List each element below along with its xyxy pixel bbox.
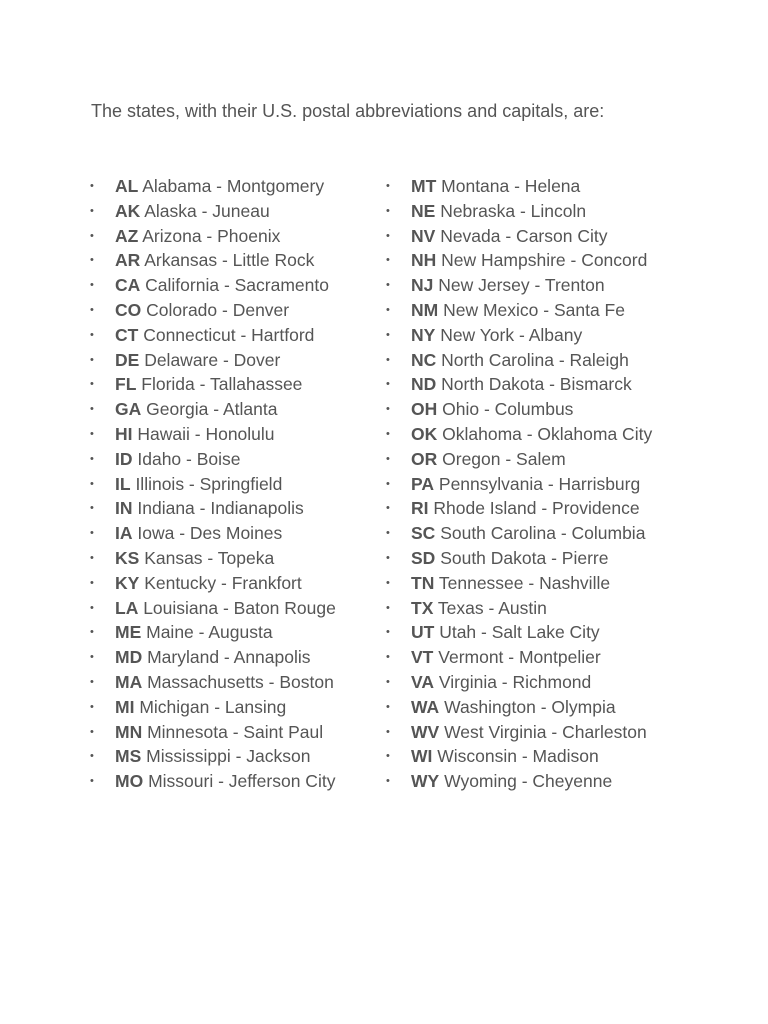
state-list-item: [90, 273, 336, 298]
state-abbreviation: MS: [115, 746, 142, 767]
state-list-item: [386, 744, 652, 769]
state-abbreviation: CT: [115, 324, 139, 345]
state-list-item: [386, 720, 652, 745]
bullet-icon: •: [90, 626, 94, 639]
state-list-item: [90, 372, 336, 397]
state-abbreviation: CA: [115, 275, 141, 296]
state-list-item: [386, 174, 652, 199]
state-abbreviation: WY: [411, 771, 440, 792]
state-abbreviation: OK: [411, 423, 438, 444]
state-name-capital: Michigan - Lansing: [139, 696, 287, 717]
state-abbreviation: NE: [411, 200, 436, 221]
state-name-capital: Oregon - Salem: [442, 448, 566, 469]
bullet-icon: •: [90, 303, 94, 316]
state-name-capital: Wisconsin - Madison: [437, 746, 599, 767]
state-abbreviation: PA: [411, 473, 435, 494]
state-list-item: [386, 248, 652, 273]
bullet-icon: •: [90, 775, 94, 788]
state-name-capital: Nevada - Carson City: [440, 225, 608, 246]
state-list-item: [386, 273, 652, 298]
state-name-capital: Louisiana - Baton Rouge: [143, 597, 336, 618]
bullet-icon: •: [386, 651, 390, 664]
state-abbreviation: KS: [115, 547, 140, 568]
state-name-capital: Massachusetts - Boston: [147, 671, 334, 692]
bullet-icon: •: [386, 353, 390, 366]
bullet-icon: •: [386, 725, 390, 738]
bullet-icon: •: [90, 328, 94, 341]
state-list-item: [386, 447, 652, 472]
state-list-item: [386, 298, 652, 323]
state-name-capital: Colorado - Denver: [146, 299, 290, 320]
state-name-capital: Ohio - Columbus: [442, 399, 574, 420]
bullet-icon: •: [90, 725, 94, 738]
state-list-item: [90, 769, 336, 794]
bullet-icon: •: [386, 452, 390, 465]
bullet-icon: •: [386, 180, 390, 192]
state-name-capital: Mississippi - Jackson: [146, 746, 311, 767]
state-abbreviation: NV: [411, 225, 436, 246]
bullet-icon: •: [90, 427, 94, 440]
state-list-item: [386, 620, 652, 645]
state-name-capital: Tennessee - Nashville: [438, 572, 611, 593]
state-list-item: [90, 596, 336, 621]
state-list-item: [90, 620, 336, 645]
state-name-capital: Virginia - Richmond: [438, 671, 592, 692]
state-name-capital: California - Sacramento: [145, 275, 329, 296]
state-list-item: [90, 298, 336, 323]
state-abbreviation: ME: [115, 622, 142, 643]
state-name-capital: Arizona - Phoenix: [142, 225, 281, 246]
state-abbreviation: SC: [411, 523, 436, 544]
state-list-item: [386, 199, 652, 224]
state-abbreviation: WI: [411, 746, 433, 767]
state-list-item: [386, 348, 652, 373]
state-name-capital: Minnesota - Saint Paul: [147, 721, 324, 742]
state-list-item: [386, 224, 652, 249]
state-name-capital: Alaska - Juneau: [144, 200, 270, 221]
state-abbreviation: KY: [115, 572, 140, 593]
state-abbreviation: MI: [115, 696, 135, 717]
bullet-icon: •: [386, 427, 390, 440]
bullet-icon: •: [386, 750, 390, 763]
bullet-icon: •: [386, 576, 390, 589]
state-name-capital: South Carolina - Columbia: [440, 523, 646, 544]
state-list-item: [386, 472, 652, 497]
bullet-icon: •: [386, 229, 390, 242]
state-name-capital: Maine - Augusta: [146, 622, 273, 643]
state-list-item: [386, 521, 652, 546]
state-list-item: [90, 422, 336, 447]
state-abbreviation: MT: [411, 176, 437, 196]
bullet-icon: •: [90, 700, 94, 713]
bullet-icon: •: [90, 229, 94, 242]
bullet-icon: •: [386, 279, 390, 292]
bullet-icon: •: [90, 254, 94, 267]
bullet-icon: •: [386, 502, 390, 515]
bullet-icon: •: [90, 576, 94, 589]
state-name-capital: North Carolina - Raleigh: [441, 349, 629, 370]
bullet-icon: •: [386, 626, 390, 639]
state-abbreviation: OR: [411, 448, 438, 469]
bullet-icon: •: [90, 180, 94, 192]
state-name-capital: Texas - Austin: [437, 597, 547, 618]
state-name-capital: Kansas - Topeka: [144, 547, 275, 568]
state-abbreviation: AZ: [115, 225, 139, 246]
states-list-right: [386, 174, 652, 794]
bullet-icon: •: [90, 675, 94, 688]
state-abbreviation: NY: [411, 324, 436, 345]
bullet-icon: •: [386, 551, 390, 564]
state-name-capital: Illinois - Springfield: [135, 473, 283, 494]
state-list-item: [90, 496, 336, 521]
state-name-capital: New Hampshire - Concord: [441, 250, 648, 271]
state-name-capital: New Mexico - Santa Fe: [443, 299, 625, 320]
state-list-item: [90, 248, 336, 273]
state-name-capital: Washington - Olympia: [444, 696, 616, 717]
state-name-capital: Idaho - Boise: [137, 448, 241, 469]
state-abbreviation: MO: [115, 771, 144, 792]
state-name-capital: Delaware - Dover: [144, 349, 281, 370]
state-list-item: [90, 397, 336, 422]
state-list-item: [90, 744, 336, 769]
bullet-icon: •: [386, 601, 390, 614]
bullet-icon: •: [386, 403, 390, 416]
state-abbreviation: NH: [411, 250, 437, 271]
state-list-item: [90, 323, 336, 348]
state-abbreviation: FL: [115, 374, 137, 395]
state-list-item: [90, 521, 336, 546]
state-name-capital: Wyoming - Cheyenne: [444, 771, 613, 792]
state-name-capital: South Dakota - Pierre: [440, 547, 609, 568]
bullet-icon: •: [386, 700, 390, 713]
states-list-left: [90, 174, 336, 794]
state-name-capital: Indiana - Indianapolis: [137, 498, 304, 519]
state-name-capital: Missouri - Jefferson City: [148, 771, 336, 792]
state-abbreviation: IL: [115, 473, 131, 494]
intro-paragraph: The states, with their U.S. postal abbreviations and capitals, are:: [91, 101, 605, 121]
state-list-item: [90, 645, 336, 670]
state-list-item: [386, 496, 652, 521]
state-name-capital: Montana - Helena: [441, 176, 581, 196]
state-abbreviation: MN: [115, 721, 143, 742]
state-name-capital: Iowa - Des Moines: [137, 523, 283, 544]
state-list-item: [386, 323, 652, 348]
state-name-capital: New Jersey - Trenton: [438, 275, 605, 296]
state-list-item: [386, 397, 652, 422]
state-list-item: [90, 670, 336, 695]
state-name-capital: Hawaii - Honolulu: [137, 423, 275, 444]
bullet-icon: •: [90, 452, 94, 465]
state-list-item: [90, 224, 336, 249]
state-abbreviation: AK: [115, 200, 141, 221]
bullet-icon: •: [90, 601, 94, 614]
state-abbreviation: NJ: [411, 275, 434, 296]
state-name-capital: Georgia - Atlanta: [146, 399, 278, 420]
state-list-item: [386, 571, 652, 596]
state-name-capital: New York - Albany: [440, 324, 583, 345]
state-abbreviation: NC: [411, 349, 437, 370]
bullet-icon: •: [386, 675, 390, 688]
bullet-icon: •: [90, 378, 94, 391]
state-abbreviation: IN: [115, 498, 133, 519]
state-name-capital: Arkansas - Little Rock: [144, 250, 315, 271]
state-name-capital: Pennsylvania - Harrisburg: [438, 473, 641, 494]
state-abbreviation: IA: [115, 523, 133, 544]
state-list-item: [386, 372, 652, 397]
bullet-icon: •: [386, 204, 390, 217]
bullet-icon: •: [386, 254, 390, 267]
state-abbreviation: VT: [411, 647, 434, 668]
state-abbreviation: TX: [411, 597, 434, 618]
state-name-capital: Rhode Island - Providence: [433, 498, 640, 519]
state-abbreviation: MD: [115, 647, 143, 668]
state-name-capital: Connecticut - Hartford: [143, 324, 315, 345]
bullet-icon: •: [386, 378, 390, 391]
state-abbreviation: NM: [411, 299, 439, 320]
state-name-capital: Vermont - Montpelier: [438, 647, 601, 668]
state-list-item: [386, 670, 652, 695]
state-name-capital: Utah - Salt Lake City: [439, 622, 600, 643]
state-abbreviation: SD: [411, 547, 436, 568]
state-name-capital: North Dakota - Bismarck: [441, 374, 632, 395]
state-abbreviation: HI: [115, 423, 133, 444]
state-name-capital: Maryland - Annapolis: [147, 647, 311, 668]
state-abbreviation: MA: [115, 671, 143, 692]
state-list-item: [90, 348, 336, 373]
state-list-item: [386, 546, 652, 571]
state-abbreviation: LA: [115, 597, 139, 618]
state-list-item: [90, 546, 336, 571]
bullet-icon: •: [90, 353, 94, 366]
state-name-capital: Nebraska - Lincoln: [440, 200, 587, 221]
state-abbreviation: GA: [115, 399, 142, 420]
state-list-item: [386, 695, 652, 720]
state-list-item: [90, 199, 336, 224]
bullet-icon: •: [90, 502, 94, 515]
bullet-icon: •: [90, 204, 94, 217]
state-name-capital: Florida - Tallahassee: [141, 374, 303, 395]
state-abbreviation: DE: [115, 349, 140, 370]
bullet-icon: •: [90, 527, 94, 540]
bullet-icon: •: [90, 551, 94, 564]
state-abbreviation: RI: [411, 498, 429, 519]
state-list-item: [90, 174, 336, 199]
state-abbreviation: TN: [411, 572, 435, 593]
state-name-capital: Alabama - Montgomery: [142, 176, 325, 196]
state-abbreviation: UT: [411, 622, 435, 643]
state-list-item: [90, 571, 336, 596]
state-abbreviation: ID: [115, 448, 133, 469]
state-abbreviation: ND: [411, 374, 437, 395]
state-list-item: [90, 695, 336, 720]
state-abbreviation: VA: [411, 671, 435, 692]
bullet-icon: •: [90, 651, 94, 664]
state-abbreviation: AR: [115, 250, 141, 271]
state-name-capital: Kentucky - Frankfort: [144, 572, 302, 593]
bullet-icon: •: [90, 279, 94, 292]
bullet-icon: •: [386, 527, 390, 540]
bullet-icon: •: [386, 328, 390, 341]
state-list-item: [386, 596, 652, 621]
state-abbreviation: WA: [411, 696, 440, 717]
state-abbreviation: WV: [411, 721, 440, 742]
state-name-capital: West Virginia - Charleston: [444, 721, 647, 742]
state-abbreviation: OH: [411, 399, 438, 420]
state-list-item: [90, 447, 336, 472]
bullet-icon: •: [386, 775, 390, 788]
state-list-item: [90, 720, 336, 745]
bullet-icon: •: [386, 477, 390, 490]
bullet-icon: •: [90, 477, 94, 490]
state-list-item: [386, 645, 652, 670]
bullet-icon: •: [90, 403, 94, 416]
state-abbreviation: AL: [115, 176, 139, 196]
bullet-icon: •: [386, 303, 390, 316]
state-list-item: [386, 422, 652, 447]
state-list-item: [90, 472, 336, 497]
state-name-capital: Oklahoma - Oklahoma City: [442, 423, 653, 444]
bullet-icon: •: [90, 750, 94, 763]
state-abbreviation: CO: [115, 299, 142, 320]
state-list-item: [386, 769, 652, 794]
